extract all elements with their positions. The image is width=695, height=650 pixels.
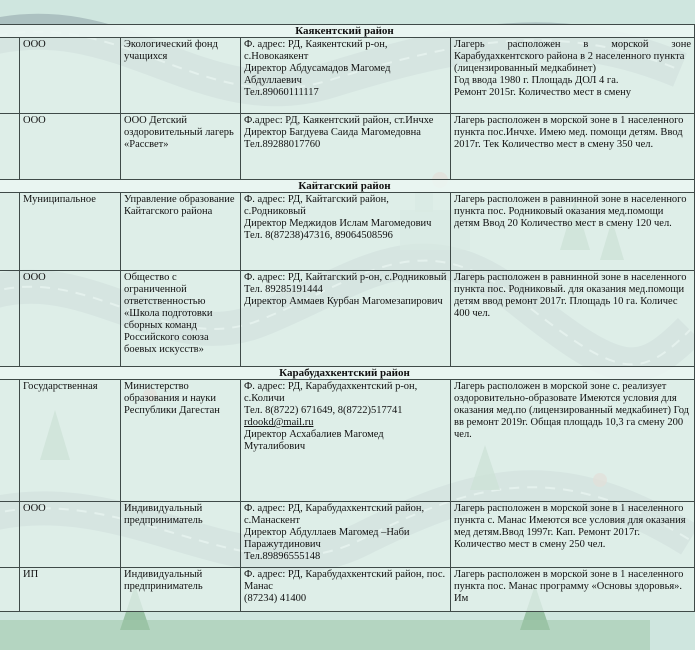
ownership-type-cell: Государственная bbox=[20, 380, 121, 502]
ownership-type-cell: ООО bbox=[20, 114, 121, 180]
ownership-type-cell: ООО bbox=[20, 38, 121, 114]
organization-cell: Экологический фонд учащихся bbox=[121, 38, 241, 114]
camp-name-cell bbox=[0, 114, 20, 180]
organization-cell: Управление образование Кайтагского района bbox=[121, 193, 241, 271]
address-text: Ф. адрес: РД, Карабудахкентский р-он, с.Количи Тел. 8(8722) 671649, 8(8722)517741 bbox=[244, 381, 418, 416]
organization-cell: Министерство образования и науки Республики Дагестан bbox=[121, 380, 241, 502]
address-cell: Ф.адрес: РД, Каякентский район, ст.Инчхе Директор Багдуева Саида Магомедовна Тел.89288017760 bbox=[241, 114, 451, 180]
description-cell: Лагерь расположен в равнинной зоне в населенного пункта пос. Родниковый. для оказания мед.помощи детям ввод ремонт 2017г. Площадь 10 га. Количес 400 чел. bbox=[451, 271, 695, 367]
ownership-type-cell: ИП bbox=[20, 568, 121, 612]
address-cell: Ф. адрес: РД, Карабудахкентский район, с.Манаскент Директор Абдуллаев Магомед –Наби Паражутдинович Тел.89896555148 bbox=[241, 502, 451, 568]
organization-cell: Индивидуальный предприниматель bbox=[121, 568, 241, 612]
region-name: Карабудахкентский район bbox=[0, 367, 695, 380]
table-row bbox=[0, 502, 695, 568]
director-text: Директор Асхабалиев Магомед Муталибович bbox=[244, 429, 384, 452]
address-cell: Ф. адрес: РД, Карабудахкентский район, пос. Манас (87234) 41400 bbox=[241, 568, 451, 612]
organization-cell: ООО Детский оздоровительный лагерь «Рассвет» bbox=[121, 114, 241, 180]
region-header bbox=[0, 180, 695, 193]
description-cell: Лагерь расположен в равнинной зоне в населенного пункта пос. Родниковый оказания мед.помощи детям Ввод 20 Количество мест в смену 120 чел. bbox=[451, 193, 695, 271]
description-cell: Лагерь расположен в морской зоне в 1 населенного пункта пос. Манас программу «Основы здоровья». Им bbox=[451, 568, 695, 612]
email-link[interactable]: rdookd@mail.ru bbox=[244, 417, 314, 428]
camp-name-cell bbox=[0, 38, 20, 114]
ownership-type-cell: ООО bbox=[20, 271, 121, 367]
address-cell bbox=[241, 380, 451, 502]
region-header bbox=[0, 367, 695, 380]
address-cell: Ф. адрес: РД, Кайтагский р-он, с.Родниковый Тел. 89285191444 Директор Аммаев Курбан Магомезапирович bbox=[241, 271, 451, 367]
table-row bbox=[0, 380, 695, 502]
table-row bbox=[0, 193, 695, 271]
camps-table bbox=[0, 24, 695, 612]
description-cell: Лагерь расположен в морской зоне в 1 населенного пункта с. Манас Имеются все условия для оказания мед детям.Ввод 1997г. Кап. Ремонт 2017г. Количество мест в смену 250 чел. bbox=[451, 502, 695, 568]
camp-name-cell bbox=[0, 380, 20, 502]
organization-cell: Индивидуальный предприниматель bbox=[121, 502, 241, 568]
address-cell: Ф. адрес: РД, Каякентский р-он, с.Новокаякент Директор Абдусамадов Магомед Абдуллаевич Тел.89060111117 bbox=[241, 38, 451, 114]
region-name: Кайтагский район bbox=[0, 180, 695, 193]
ownership-type-cell: ООО bbox=[20, 502, 121, 568]
region-header bbox=[0, 25, 695, 38]
camp-name-cell bbox=[0, 502, 20, 568]
table-row bbox=[0, 114, 695, 180]
camp-name-cell bbox=[0, 568, 20, 612]
description-cell: Лагерь расположен в морской зоне Карабудахкентского района в 2 населенного пункта (лицензированный медкабинет) Год ввода 1980 г. Площадь ДОЛ 4 га. Ремонт 2015г. Количество мест в смену bbox=[451, 38, 695, 114]
description-cell: Лагерь расположен в морской зоне в 1 населенного пункта пос.Инчхе. Имею мед. помощи детям. Ввод 2017г. Тек Количество мест в смену 350 чел. bbox=[451, 114, 695, 180]
address-cell: Ф. адрес: РД, Кайтагский район, с.Родниковый Директор Меджидов Ислам Магомедович Тел. 8(87238)47316, 89064508596 bbox=[241, 193, 451, 271]
table-row bbox=[0, 271, 695, 367]
camp-name-cell bbox=[0, 193, 20, 271]
region-name: Каякентский район bbox=[0, 25, 695, 38]
organization-cell: Общество с ограниченной ответственностью «Школа подготовки сборных команд Российского союза боевых искусств» bbox=[121, 271, 241, 367]
ownership-type-cell: Муниципальное bbox=[20, 193, 121, 271]
camp-name-cell bbox=[0, 271, 20, 367]
table-row bbox=[0, 38, 695, 114]
table-row bbox=[0, 568, 695, 612]
camps-document bbox=[0, 24, 694, 612]
description-cell: Лагерь расположен в морской зоне с. реализует оздоровительно-образовате Имеются условия для оказания мед.по (лицензированный медкабинет) Год вв ремонт 2019г. Общая площадь 10,3 га смену 200 чел. bbox=[451, 380, 695, 502]
